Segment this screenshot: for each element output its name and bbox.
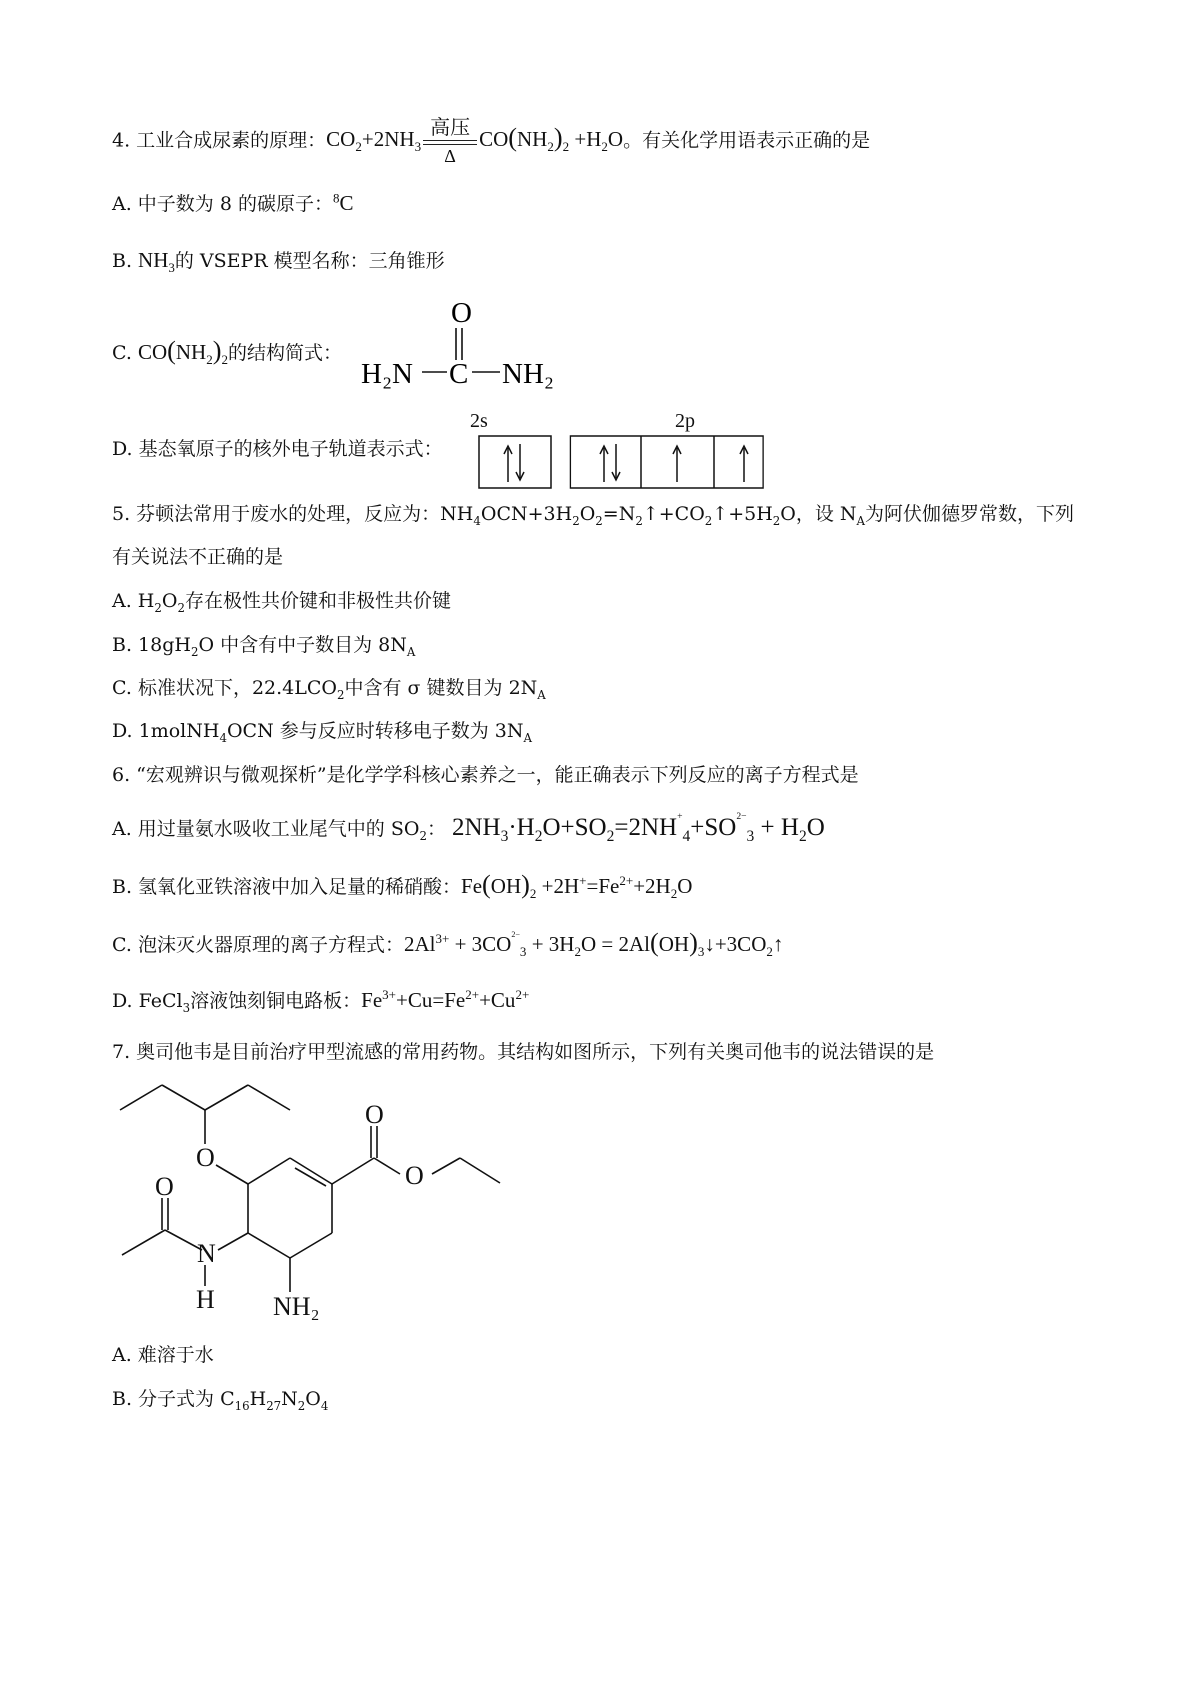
q6-d-equation: $Fe^{3+}+Cu=Fe^{2+}+Cu^{2+}$ — [361, 987, 530, 1012]
q4-option-d: D. 基态氧原子的核外电子轨道表示式： — [112, 438, 443, 460]
amide-nitrogen: N — [197, 1239, 216, 1268]
reaction-condition: 高压 Δ — [423, 118, 477, 165]
q4-option-c: C. $CO(NH_2)_2$的结构简式： — [112, 336, 343, 368]
carbonyl-oxygen-ester: O — [365, 1100, 384, 1129]
oxygen-orbital-diagram — [478, 434, 778, 492]
ether-oxygen: O — [196, 1143, 215, 1172]
q6-b-equation: $Fe(OH)_2 +2H^+=Fe^{2+}+2H_2O$ — [461, 870, 693, 902]
urea-nh2: NH₂ — [502, 358, 554, 390]
q6-option-b: B. 氢氧化亚铁溶液中加入足量的稀硝酸：$Fe(OH)_2 +2H^+=Fe^{2+}+2H_2O$ — [112, 870, 693, 902]
urea-c: C — [449, 358, 469, 390]
q7-option-a: A. 难溶于水 — [112, 1344, 214, 1366]
q6-option-d: D. FeCl$_3$溶液蚀刻铜电路板：$Fe^{3+}+Cu=Fe^{2+}+Cu^{2+}$ — [112, 987, 530, 1015]
q6-a-equation: $2NH_3\cdot H_2O+SO_2=2NH_{^+4}+SO_{^{2-}3} + H_2O$ — [452, 810, 825, 845]
q4-equation: $CO_2+2NH_3$ 高压 Δ $CO(NH_2)_2 +H_2O$ — [326, 117, 624, 166]
orbital-label-2s: 2s — [470, 410, 488, 432]
urea-h2n: H₂N — [361, 358, 413, 390]
q5-option-c: C. 标准状况下，$22.4LCO_2$中含有 σ 键数目为 $2N_A$ — [112, 677, 546, 702]
q5-option-d: D. 1molNH$_4$OCN 参与反应时转移电子数为 $3N_A$ — [112, 720, 532, 745]
amide-hydrogen: H — [196, 1285, 215, 1314]
urea-o: O — [451, 297, 472, 329]
q5-stem-line2: 有关说法不正确的是 — [112, 546, 284, 568]
electron-pair-2s — [504, 444, 524, 482]
electron-single-2p — [673, 446, 748, 482]
q5-option-b: B. $18gH_2O$ 中含有中子数目为 $8N_A$ — [112, 634, 416, 659]
ester-oxygen: O — [405, 1161, 424, 1190]
urea-structure — [355, 292, 575, 392]
q4-option-a: A. 中子数为 8 的碳原子：$^8$C — [112, 190, 354, 215]
q5-option-a: A. $H_2O_2$存在极性共价键和非极性共价键 — [112, 590, 451, 615]
electron-pair-2p — [600, 444, 620, 482]
q4-stem-text: 4. 工业合成尿素的原理： — [112, 129, 327, 152]
orbital-label-2p: 2p — [675, 410, 695, 432]
amide-oxygen: O — [155, 1172, 174, 1201]
amino-group: NH₂ — [273, 1292, 320, 1321]
q6-stem: 6. “宏观辨识与微观探析”是化学学科核心素养之一，能正确表示下列反应的离子方程式是 — [112, 764, 859, 786]
q7-stem: 7. 奥司他韦是目前治疗甲型流感的常用药物。其结构如图所示，下列有关奥司他韦的说法错误的是 — [112, 1041, 935, 1063]
q4-stem-tail: 。有关化学用语表示正确的是 — [623, 129, 871, 152]
q5-stem: 5. 芬顿法常用于废水的处理，反应为：$NH_4OCN+3H_2O_2=N_2↑+CO_2↑+5H_2O$，设 $N_A$为阿伏伽德罗常数，下列 — [112, 503, 1075, 528]
q4-stem — [112, 118, 870, 165]
q6-option-a: A. 用过量氨水吸收工业尾气中的 $SO_2$： $2NH_3\cdot H_2O+SO_2=2NH_{^+4}+SO_{^{2-}3} + H_2O$ — [112, 810, 825, 845]
q6-c-equation: $2Al^{3+} + 3CO_{^{2-}3} + 3H_2O$ = $2Al(OH)_3↓+3CO_2↑$ — [403, 928, 784, 960]
q7-option-b: B. 分子式为 $C_{16}H_{27}N_2O_4$ — [112, 1388, 329, 1413]
q6-option-c: C. 泡沫灭火器原理的离子方程式：$2Al^{3+} + 3CO_{^{2-}3} + 3H_2O$ = $2Al(OH)_3↓+3CO_2↑$ — [112, 928, 784, 960]
oseltamivir-structure — [110, 1080, 530, 1335]
q4-option-b: B. $NH_3$的 VSEPR 模型名称：三角锥形 — [112, 248, 445, 275]
